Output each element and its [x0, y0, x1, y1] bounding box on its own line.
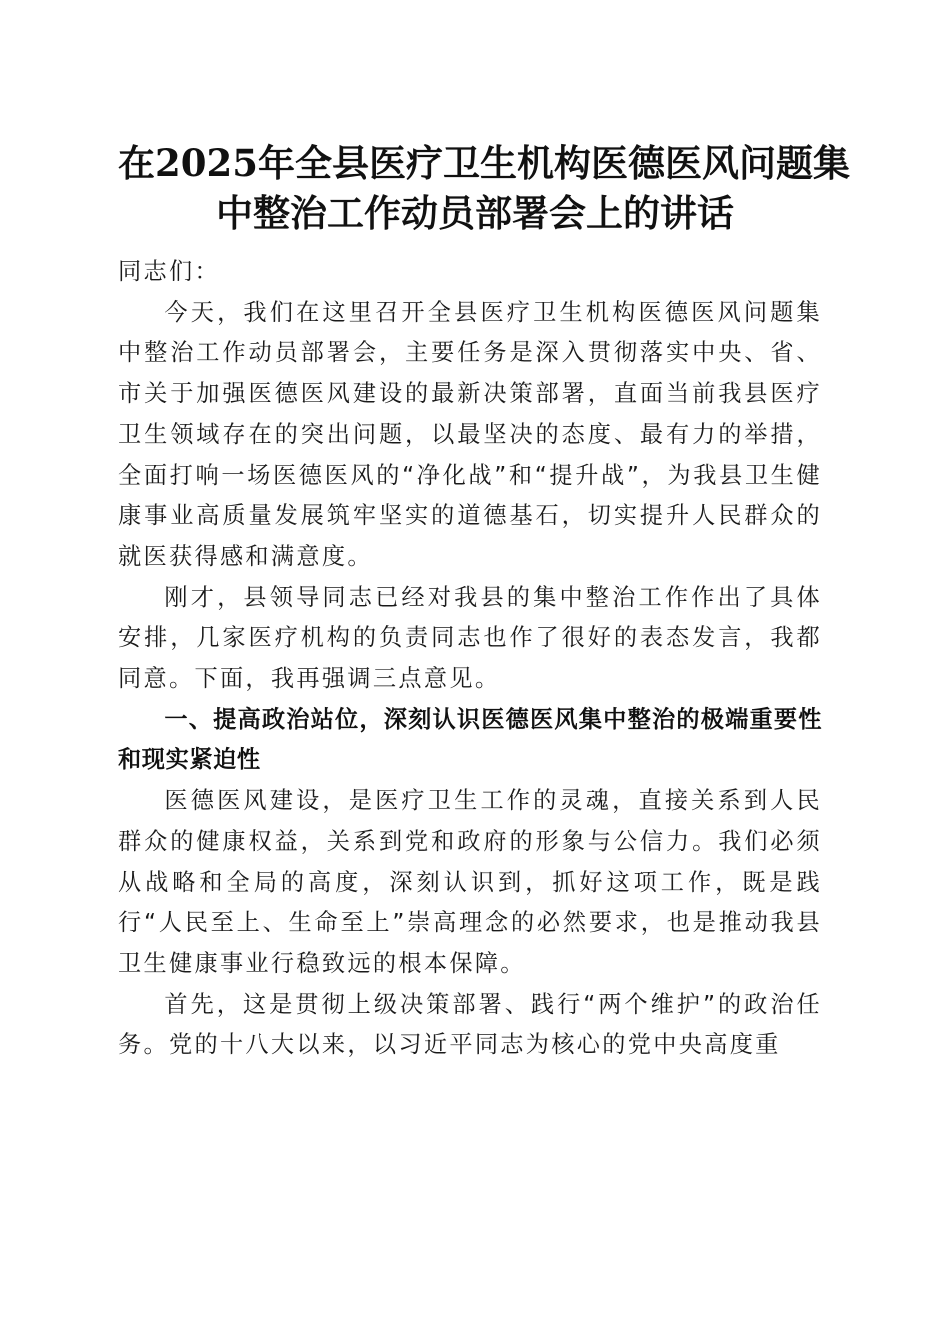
salutation: 同志们： — [118, 258, 220, 285]
title-line-1: 在2025年全县医疗卫生机构医德医风问题集 — [118, 141, 850, 185]
section-paragraph-1: 医德医风建设，是医疗卫生工作的灵魂，直接关系到人民群众的健康权益，关系到党和政府的形象与公信力。我们必须从战略和全局的高度，深刻认识到，抓好这项工作，既是践行“人民至上、生命至上”崇高理念的必然要求，也是推动我县卫生健康事业行稳致远的根本保障。 — [118, 787, 822, 977]
title-line-2: 中整治工作动员部署会上的讲话 — [216, 191, 734, 235]
document-body — [118, 252, 822, 1066]
paragraph-opening: 今天，我们在这里召开全县医疗卫生机构医德医风问题集中整治工作动员部署会，主要任务是深入贯彻落实中央、省、市关于加强医德医风建设的最新决策部署，直面当前我县医疗卫生领域存在的突出问题，以最坚决的态度、最有力的举措，全面打响一场医德医风的“净化战”和“提升战”，为我县卫生健康事业高质量发展筑牢坚实的道德基石，切实提升人民群众的就医获得感和满意度。 — [118, 298, 822, 570]
section-heading-1: 一、提高政治站位，深刻认识医德医风集中整治的极端重要性和现实紧迫性 — [118, 705, 822, 774]
paragraph-arrangement: 刚才，县领导同志已经对我县的集中整治工作作出了具体安排，几家医疗机构的负责同志也作了很好的表态发言，我都同意。下面，我再强调三点意见。 — [118, 583, 822, 693]
document-title — [118, 138, 850, 238]
section-paragraph-2: 首先，这是贯彻上级决策部署、践行“两个维护”的政治任务。党的十八大以来，以习近平同志为核心的党中央高度重 — [118, 990, 822, 1059]
